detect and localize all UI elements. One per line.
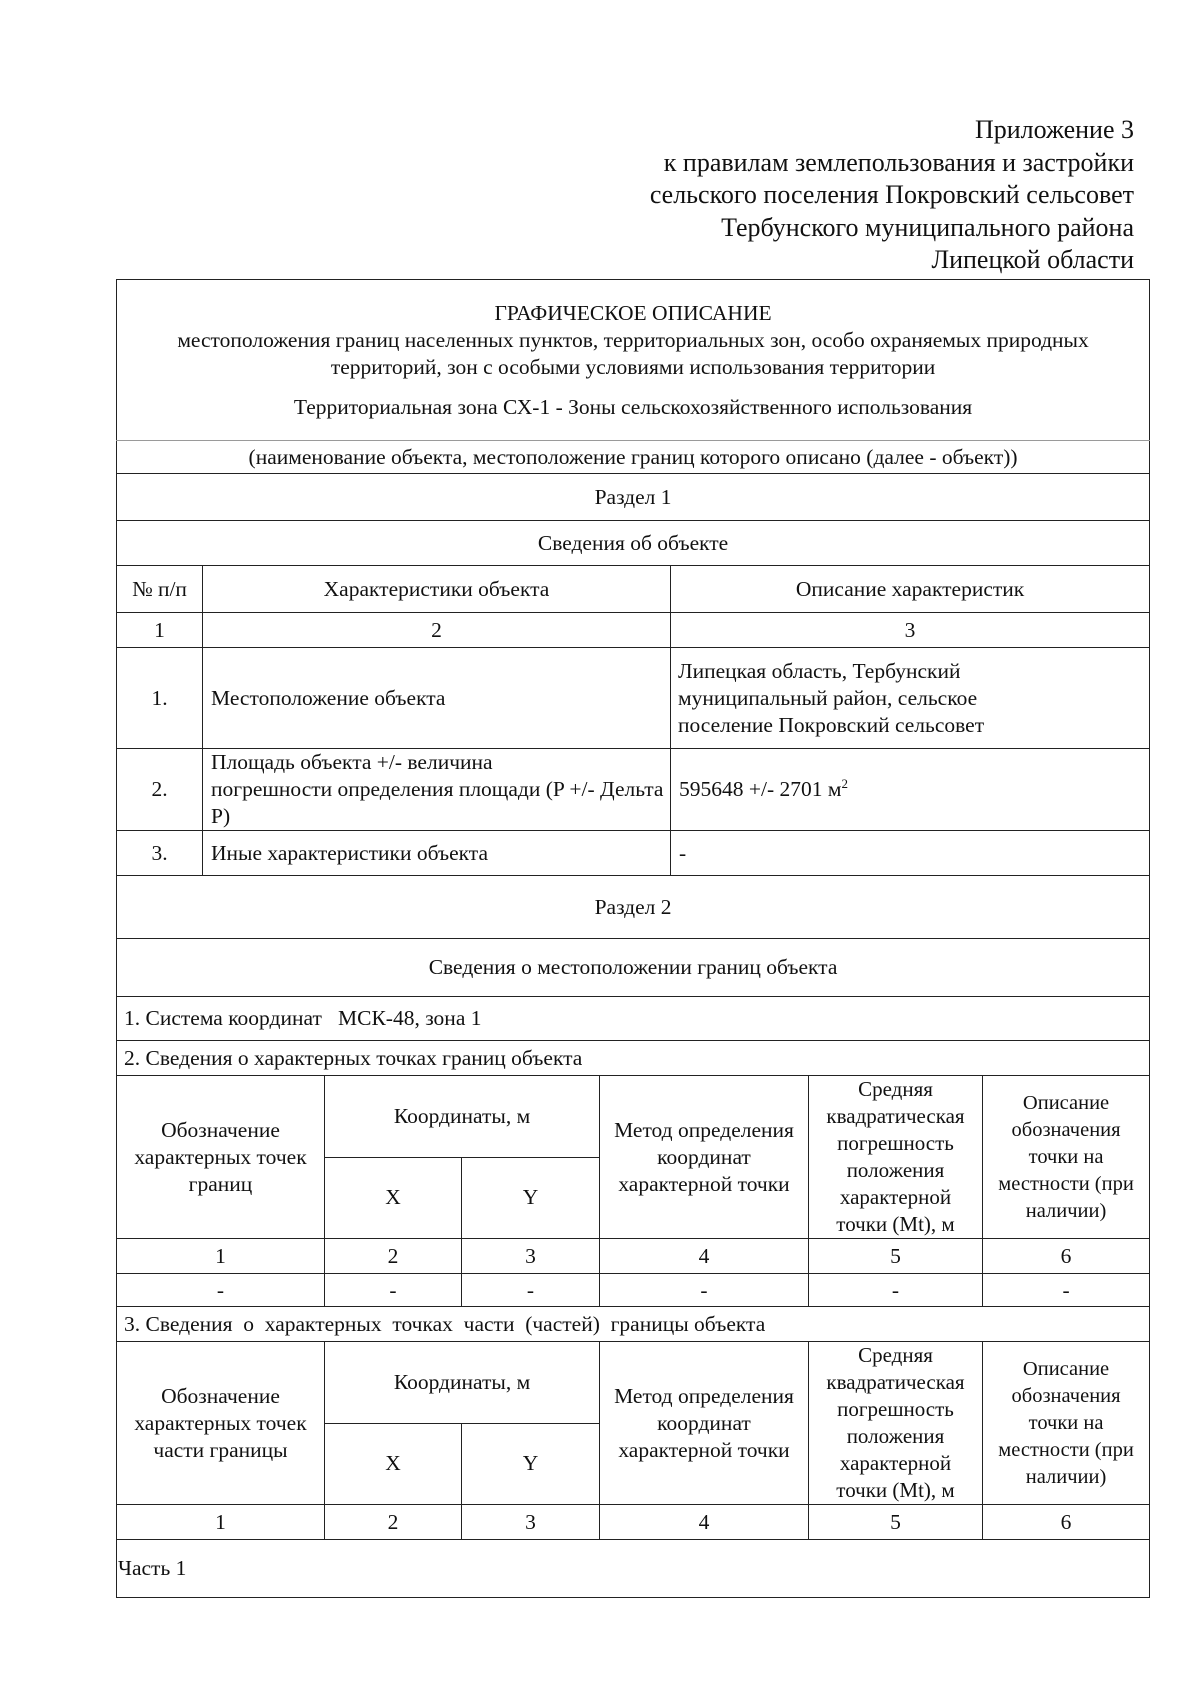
column-header-y: Y (462, 1423, 600, 1505)
column-number: 5 (809, 1239, 983, 1274)
annex-line: Приложение 3 (974, 115, 1134, 144)
column-number: 6 (983, 1239, 1150, 1274)
row-number: 1. (117, 648, 203, 749)
column-header-part-point-designation: Обозначение характерных точек части границы (117, 1342, 325, 1505)
table-cell: - (809, 1274, 983, 1307)
column-header-description: Описание характеристик (671, 566, 1150, 613)
column-header-point-description: Описание обозначения точки на местности (при наличии) (983, 1076, 1150, 1239)
column-number: 2 (325, 1239, 462, 1274)
column-header-method: Метод определения координат характерной точки (600, 1076, 809, 1239)
row-number: 2. (117, 749, 203, 831)
table-row (117, 648, 1150, 749)
column-number: 1 (117, 1505, 325, 1540)
document-title: ГРАФИЧЕСКОЕ ОПИСАНИЕ (494, 300, 772, 325)
characteristic-description (671, 749, 1150, 831)
column-header-characteristics: Характеристики объекта (203, 566, 671, 613)
part-label: Часть 1 (117, 1540, 1150, 1598)
column-header-point-description: Описание обозначения точки на местности (при наличии) (983, 1342, 1150, 1505)
boundary-parts-title: 3. Сведения о характерных точках части (частей) границы объекта (117, 1307, 1150, 1342)
column-number: 4 (600, 1505, 809, 1540)
area-value: 595648 +/- 2701 м (679, 777, 842, 801)
column-number: 2 (325, 1505, 462, 1540)
object-characteristic: Местоположение объекта (203, 648, 671, 749)
column-header-x: X (325, 1423, 462, 1505)
section1-title: Сведения об объекте (117, 521, 1150, 566)
column-number: 1 (117, 1239, 325, 1274)
column-header-mean-error: Средняя квадратическая погрешность положения характерной точки (Mt), м (809, 1076, 983, 1239)
table-cell: - (983, 1274, 1150, 1307)
annex-line: Тербунского муниципального района (721, 212, 1134, 242)
column-header-y: Y (462, 1157, 600, 1239)
coordinate-system: 1. Система координат МСК-48, зона 1 (117, 997, 1150, 1041)
column-header-number: № п/п (117, 566, 203, 613)
object-characteristic: Площадь объекта +/- величина погрешности определения площади (P +/- Дельта P) (203, 749, 671, 831)
coordinate-system-value: МСК-48, зона 1 (337, 1006, 482, 1030)
column-header-coordinates: Координаты, м (325, 1076, 600, 1158)
section1-label: Раздел 1 (117, 474, 1150, 521)
column-header-method: Метод определения координат характерной точки (600, 1342, 809, 1505)
document-header (117, 280, 1150, 441)
column-number: 1 (117, 613, 203, 648)
column-header-point-designation: Обозначение характерных точек границ (117, 1076, 325, 1239)
annex-line: Липецкой области (931, 245, 1134, 274)
column-number: 2 (203, 613, 671, 648)
column-number: 5 (809, 1505, 983, 1540)
table-cell: - (117, 1274, 325, 1307)
table-row (117, 1274, 1150, 1307)
annex-line: сельского поселения Покровский сельсовет (649, 180, 1134, 209)
column-number: 6 (983, 1505, 1150, 1540)
table-row (117, 831, 1150, 876)
column-number: 3 (671, 613, 1150, 648)
column-number: 4 (600, 1239, 809, 1274)
document-subtitle: территорий, зон с особыми условиями использования территории (330, 354, 936, 379)
column-number: 3 (462, 1505, 600, 1540)
table-cell: - (600, 1274, 809, 1307)
annex-line: к правилам землепользования и застройки (663, 147, 1134, 177)
object-name: Территориальная зона СХ-1 - Зоны сельскохозяйственного использования (293, 394, 973, 419)
section2-label: Раздел 2 (117, 876, 1150, 939)
boundary-points-title: 2. Сведения о характерных точках границ объекта (117, 1041, 1150, 1076)
area-unit-exponent: 2 (841, 776, 848, 791)
table-cell: - (325, 1274, 462, 1307)
object-name-caption: (наименование объекта, местоположение границ которого описано (далее - объект)) (117, 441, 1150, 474)
graphic-description-form (116, 279, 1150, 1598)
object-characteristic: Иные характеристики объекта (203, 831, 671, 876)
document-subtitle: местоположения границ населенных пунктов, территориальных зон, особо охраняемых природных (177, 327, 1089, 352)
table-cell: - (462, 1274, 600, 1307)
section2-title: Сведения о местоположении границ объекта (117, 939, 1150, 997)
column-header-mean-error: Средняя квадратическая погрешность положения характерной точки (Mt), м (809, 1342, 983, 1505)
row-number: 3. (117, 831, 203, 876)
annex-header (434, 114, 1134, 277)
table-row (117, 749, 1150, 831)
column-header-coordinates: Координаты, м (325, 1342, 600, 1424)
characteristic-description: Липецкая область, Тербунский муниципальный район, сельское поселение Покровский сельсовет (671, 648, 1150, 749)
column-number: 3 (462, 1239, 600, 1274)
column-header-x: X (325, 1157, 462, 1239)
characteristic-description: - (671, 831, 1150, 876)
